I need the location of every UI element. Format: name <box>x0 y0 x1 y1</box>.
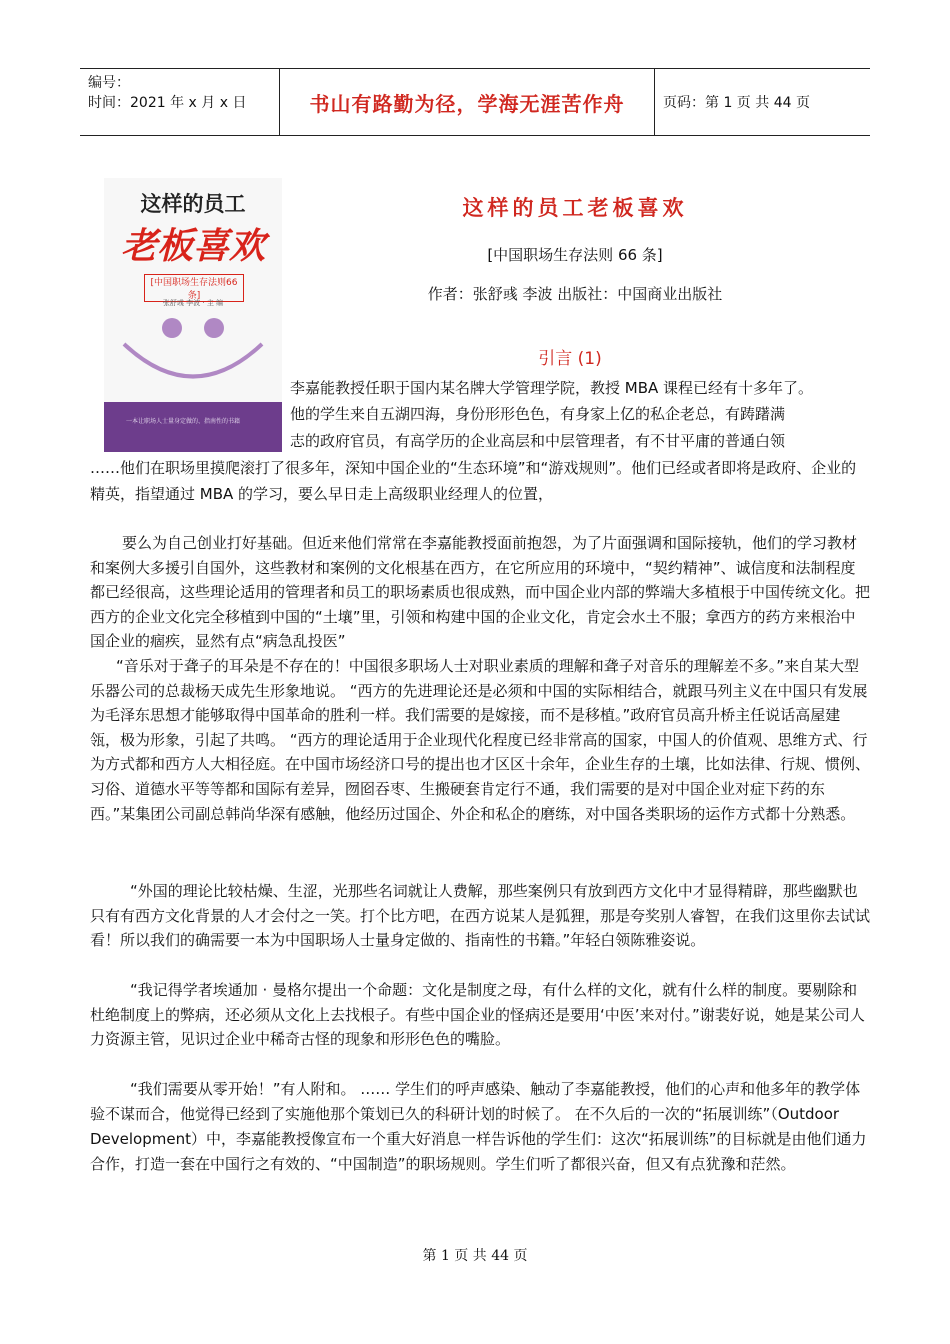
smiley-face-icon <box>104 314 282 404</box>
book-subtitle: [中国职场生存法则 66 条] <box>487 246 663 264</box>
paragraph-4: “外国的理论比较枯燥、生涩，光那些名词就让人费解，那些案例只有放到西方文化中才显得精辟，那些幽默也只有有西方文化背景的人才会付之一笑。打个比方吧，在西方说某人是狐狸，那是夸奖别人睿智，在我们这里你去试试看！所以我们的确需要一本为中国职场人士量身定做的、指南性的书籍。”年轻白领陈雅姿说。 <box>90 882 871 950</box>
paragraph-1-line-3: 志的政府官员，有高学历的企业高层和中层管理者，有不甘平庸的普通白领 <box>290 432 786 450</box>
page-header <box>80 68 870 136</box>
cover-line3: [中国职场生存法则66条] <box>144 274 244 302</box>
cover-line2: 老板喜欢 <box>120 226 265 267</box>
book-title: 这样的员工老板喜欢 <box>462 196 688 220</box>
header-motto: 书山有路勤为径，学海无涯苦作舟 <box>280 69 655 135</box>
cover-band <box>104 402 282 452</box>
paragraph-1-rest: ……他们在职场里摸爬滚打了很多年，深知中国企业的“生态环境”和“游戏规则”。他们已经或者即将是政府、企业的精英，指望通过 MBA 的学习，要么早日走上高级职业经理人的位置， <box>90 459 857 503</box>
time-label: 时间：2021 年 x 月 x 日 <box>88 95 247 111</box>
page-footer: 第 1 页 共 44 页 <box>422 1248 528 1264</box>
paragraph-1-line-2: 他的学生来自五湖四海，身份形形色色，有身家上亿的私企老总，有踌躇满 <box>290 405 786 423</box>
paragraph-3: “音乐对于聋子的耳朵是不存在的！中国很多职场人士对职业素质的理解和聋子对音乐的理解差不多。”来自某大型乐器公司的总裁杨天成先生形象地说。 “西方的先进理论还是必须和中国的实际相结合，就跟马列主义在中国只有发展为毛泽东思想才能够取得中国革命的胜利一样。我们需要的是嫁接，而不是移植。”政府官员高升桥主任说话高屋建瓴，极为形象，引起了共鸣。 “西方的理论适用于企业现代化程度已经非常高的国家，中国人的价值观、思维方式、行为方式都和西方人大相径庭。在中国市场经济口号的提出也才区区十余年，企业生存的土壤，比如法律、行规、惯例、习俗、道德水平等等都和国际有差异，囫囵吞枣、生搬硬套肯定行不通，我们需要的是对中国企业对症下药的东西。”某集团公司副总韩尚华深有感触，他经历过国企、外企和私企的磨练，对中国各类职场的运作方式都十分熟悉。 <box>90 657 871 823</box>
paragraph-6: “我们需要从零开始！”有人附和。 …… 学生们的呼声感染、触动了李嘉能教授，他们的心声和他多年的教学体验不谋而合，他觉得已经到了实施他那个策划已久的科研计划的时候了。 在不久后的一次的“拓展训练”（Outdoor Development）中，李嘉能教授像宣布一个重大好消息一样告诉他的学生们：这次“拓展训练”的目标就是由他们通力合作，打造一套在中国行之有效的、“中国制造”的职场规则。学生们听了都很兴奋，但又有点犹豫和茫然。 <box>90 1080 867 1173</box>
book-author: 作者：张舒彧 李波 出版社：中国商业出版社 <box>427 285 723 303</box>
paragraph-1-line-1: 李嘉能教授任职于国内某名牌大学管理学院，教授 MBA 课程已经有十多年了。 <box>290 379 814 397</box>
header-page-label: 页码：第 1 页 共 44 页 <box>663 95 810 111</box>
paragraph-2: 要么为自己创业打好基础。但近来他们常常在李嘉能教授面前抱怨，为了片面强调和国际接轨，他们的学习教材和案例大多援引自国外，这些教材和案例的文化根基在西方，在它所应用的环境中，“契约精神”、诚信度和法制程度都已经很高，这些理论适用的管理者和员工的职场素质也很成熟，而中国企业内部的弊端大多植根于中国传统文化。把西方的企业文化完全移植到中国的“土壤”里，引领和构建中国的企业文化，肯定会水土不服；拿西方的药方来根治中国企业的痼疾，显然有点“病急乱投医” <box>90 534 871 651</box>
book-cover-image <box>104 178 282 452</box>
cover-line4: 张舒彧 李波 · 主 编 <box>162 299 224 307</box>
number-label: 编号： <box>88 75 130 91</box>
cover-band-text: 一本让职场人士量身定做的、指南性的书籍 <box>126 418 241 425</box>
paragraph-5: “我记得学者埃通加 · 曼格尔提出一个命题：文化是制度之母，有什么样的文化，就有什么样的制度。要剔除和杜绝制度上的弊病，还必须从文化上去找根子。有些中国企业的怪病还是要用‘中医’来对付。”谢裴好说，她是某公司人力资源主管，见识过企业中稀奇古怪的现象和形形色色的嘴脸。 <box>90 981 865 1049</box>
section-heading: 引言 (1) <box>538 349 602 369</box>
header-meta <box>80 69 280 135</box>
cover-line1: 这样的员工 <box>140 192 246 216</box>
